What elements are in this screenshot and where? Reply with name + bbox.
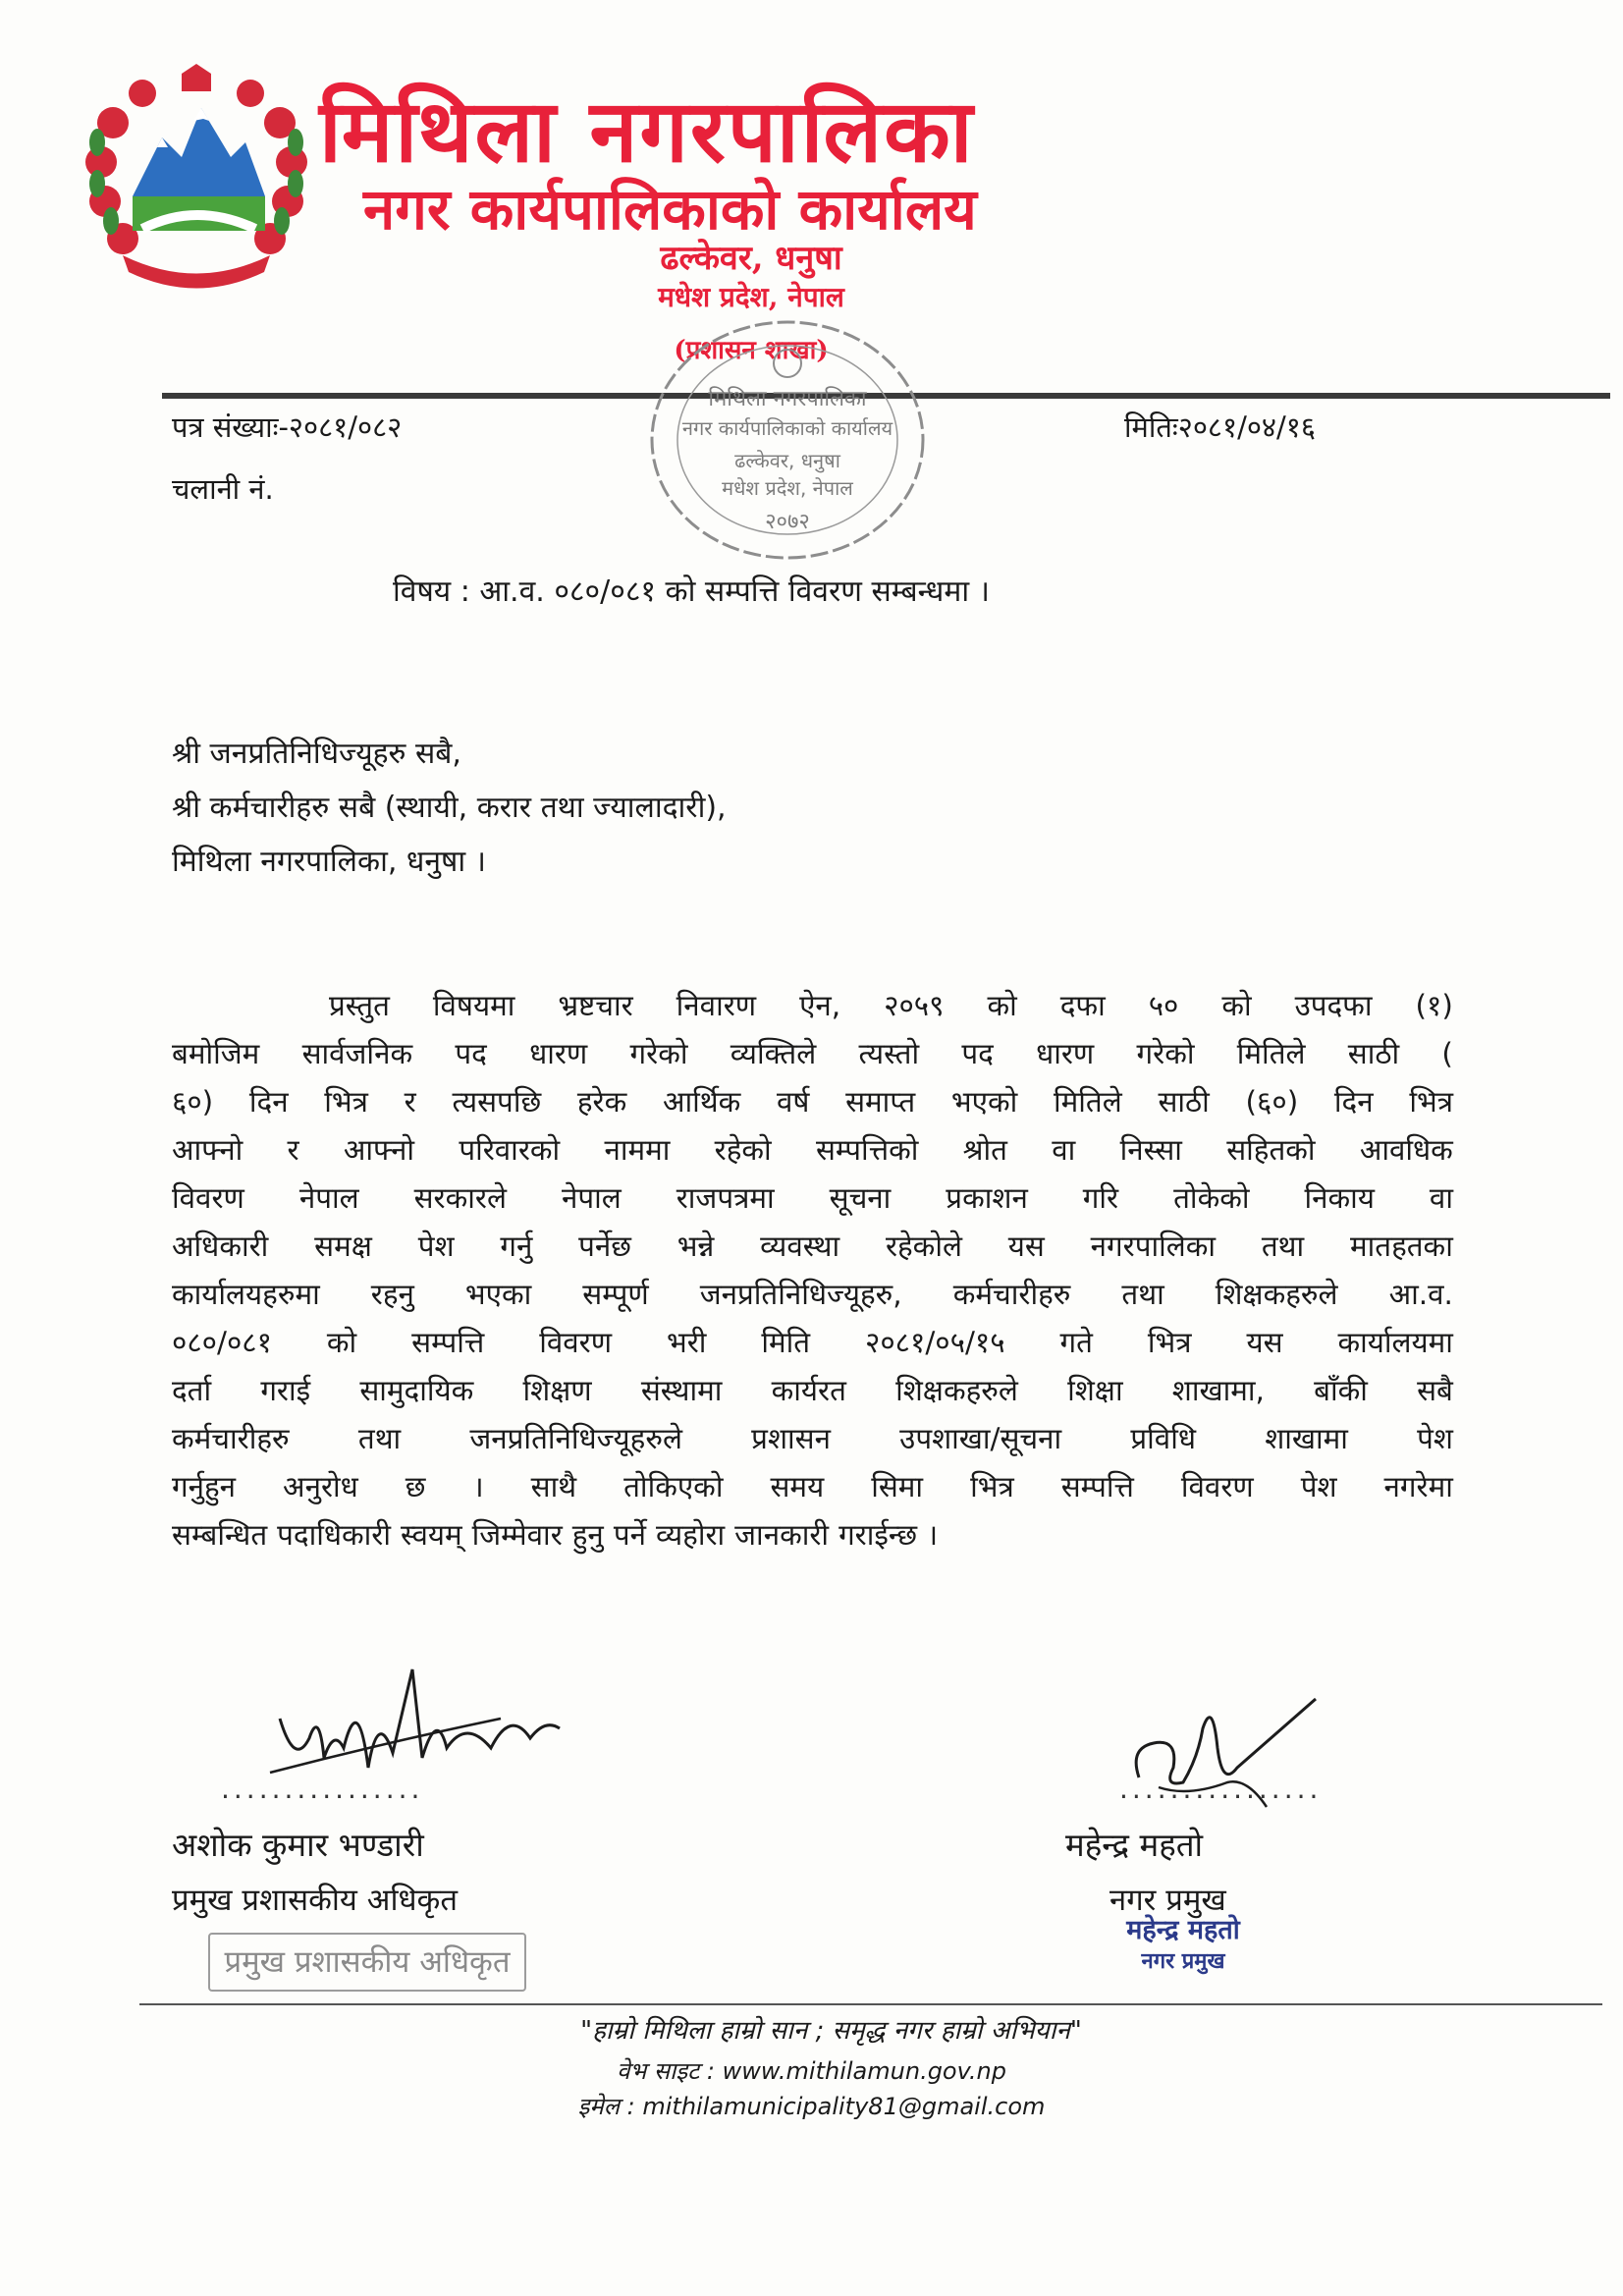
body-word: मितिले xyxy=(1236,1037,1306,1070)
footer-divider xyxy=(139,2003,1602,2005)
body-word: को xyxy=(326,1326,357,1359)
body-word: अनुरोध xyxy=(283,1470,358,1503)
body-word: २०५९ xyxy=(884,989,945,1022)
body-word: मातहतका xyxy=(1349,1230,1453,1263)
body-word: पदाधिकारी xyxy=(277,1518,392,1552)
body-word: गरेको xyxy=(1136,1037,1195,1070)
body-word: यस xyxy=(1246,1326,1283,1359)
body-word: सम्पत्ति xyxy=(411,1326,485,1359)
body-line xyxy=(172,1367,1453,1415)
body-word: को xyxy=(987,989,1017,1022)
body-word: सामुदायिक xyxy=(359,1374,474,1407)
body-word: शिक्षण xyxy=(522,1374,592,1407)
body-word: आ.व. xyxy=(1388,1278,1453,1311)
body-word: पद xyxy=(961,1037,994,1070)
footer-website: वेभ साइट : www.mithilamun.gov.np xyxy=(617,2057,1006,2085)
body-word: ५० xyxy=(1148,989,1179,1022)
body-word: दर्ता xyxy=(172,1374,212,1407)
body-word: उपदफा xyxy=(1294,989,1373,1022)
body-word: त्यस्तो xyxy=(858,1037,920,1070)
body-word: नाममा xyxy=(604,1133,671,1167)
body-word: शाखामा xyxy=(1265,1422,1348,1455)
body-word: सार्वजनिक xyxy=(301,1037,413,1070)
stamp-text-outer: मिथिला नगरपालिका xyxy=(708,387,867,411)
signature-line-left: ................ xyxy=(221,1773,424,1805)
body-word: ऐन, xyxy=(799,989,841,1022)
stamp-name: महेन्द्र महतो xyxy=(1126,1915,1240,1945)
body-word: नगरेमा xyxy=(1383,1470,1453,1503)
office-seal-stamp xyxy=(640,312,935,568)
body-word: ( xyxy=(1441,1037,1453,1070)
body-word: कार्यरत xyxy=(771,1374,846,1407)
body-word: भरी xyxy=(666,1326,707,1359)
body-word: बमोजिम xyxy=(172,1037,260,1070)
body-word: साठी xyxy=(1158,1085,1210,1119)
body-line xyxy=(172,1030,1453,1078)
stamp-text-inner-1: ढल्केवर, धनुषा xyxy=(734,449,840,472)
body-word: वा xyxy=(1052,1133,1076,1167)
stamp-designation: नगर प्रमुख xyxy=(1141,1949,1225,1974)
address-line-1: ढल्केवर, धनुषा xyxy=(660,239,842,278)
footer-email: इमेल : mithilamunicipality81@gmail.com xyxy=(577,2093,1046,2120)
body-word: सम्पत्तिको xyxy=(815,1133,919,1167)
body-word: जानकारी xyxy=(734,1518,830,1552)
body-word: नगरपालिका xyxy=(1090,1230,1217,1263)
body-word: निस्सा xyxy=(1119,1133,1182,1167)
body-word: जनप्रतिनिधिज्यूहरु, xyxy=(699,1278,902,1311)
body-word: (६०) xyxy=(1245,1085,1299,1119)
footer-slogan: "हाम्रो मिथिला हाम्रो सान ; समृद्ध नगर हाम्रो अभियान" xyxy=(580,2016,1082,2046)
right-signatory-designation: नगर प्रमुख xyxy=(1109,1883,1226,1918)
body-word: र xyxy=(287,1133,299,1167)
body-word: प्रस्तुत xyxy=(329,989,390,1022)
body-word: दफा xyxy=(1059,989,1106,1022)
body-word: समक्ष xyxy=(314,1230,372,1263)
nepal-government-emblem-icon xyxy=(83,64,309,295)
body-word: जिम्मेवार xyxy=(471,1518,563,1552)
body-word: सहितको xyxy=(1226,1133,1316,1167)
body-word: गराई xyxy=(260,1374,311,1407)
body-line xyxy=(172,1126,1453,1175)
body-word: समय xyxy=(770,1470,825,1503)
body-word: । xyxy=(927,1518,939,1552)
body-word: विवरण xyxy=(1180,1470,1254,1503)
body-word: परिवारको xyxy=(459,1133,561,1167)
office-title: नगर कार्यपालिकाको कार्यालय xyxy=(363,176,977,243)
body-word: भित्र xyxy=(1147,1326,1192,1359)
body-word: तोकिएको xyxy=(623,1470,724,1503)
body-word: रहेकोले xyxy=(885,1230,962,1263)
body-word: विषयमा xyxy=(432,989,515,1022)
body-word: । xyxy=(472,1470,484,1503)
body-word: शिक्षकहरुले xyxy=(895,1374,1018,1407)
branch-name: (प्रशासन शाखा) xyxy=(674,336,829,365)
body-word: २०८१/०५/१५ xyxy=(865,1326,1005,1359)
body-word: आर्थिक xyxy=(662,1085,741,1119)
body-word: प्रशासन xyxy=(751,1422,831,1455)
body-word: सूचना xyxy=(829,1181,892,1215)
body-word: निवारण xyxy=(676,989,757,1022)
address-line-2: मधेश प्रदेश, नेपाल xyxy=(658,281,844,313)
body-word: यस xyxy=(1007,1230,1045,1263)
body-word: तथा xyxy=(1121,1278,1164,1311)
body-line xyxy=(172,1223,1453,1271)
body-word: सम्बन्धित xyxy=(172,1518,268,1552)
body-word: विवरण xyxy=(172,1181,244,1215)
body-word: गर्नुहुन xyxy=(172,1470,237,1503)
body-word: भित्र xyxy=(1409,1085,1453,1119)
body-word: विवरण xyxy=(539,1326,613,1359)
body-word: व्यवस्था xyxy=(760,1230,840,1263)
body-word: अधिकारी xyxy=(172,1230,269,1263)
body-word: जनप्रतिनिधिज्यूहरुले xyxy=(469,1422,682,1455)
body-word: सिमा xyxy=(871,1470,924,1503)
body-word: प्रविधि xyxy=(1130,1422,1196,1455)
municipality-title: मिथिला नगरपालिका xyxy=(319,80,975,182)
body-word: प्रकाशन xyxy=(946,1181,1028,1215)
body-word: तथा xyxy=(1261,1230,1305,1263)
body-word: गर्नु xyxy=(500,1230,533,1263)
body-word: (१) xyxy=(1415,989,1453,1022)
body-word: पेश xyxy=(417,1230,455,1263)
body-word: पेश xyxy=(1417,1422,1453,1455)
body-word: गरेको xyxy=(629,1037,688,1070)
letter-body xyxy=(172,982,1453,1559)
left-signatory-name: अशोक कुमार भण्डारी xyxy=(172,1826,424,1864)
recipient-line: श्री जनप्रतिनिधिज्यूहरु सबै, xyxy=(172,737,461,771)
body-word: पद xyxy=(455,1037,487,1070)
body-word: मितिले xyxy=(1053,1085,1122,1119)
body-line xyxy=(172,1463,1453,1511)
dispatch-number: चलानी नं. xyxy=(172,472,274,506)
body-line xyxy=(172,1078,1453,1126)
recipient-line: श्री कर्मचारीहरु सबै (स्थायी, करार तथा ज्यालादारी), xyxy=(172,791,727,825)
body-word: ०८०/०८१ xyxy=(172,1326,272,1359)
body-word: स्वयम् xyxy=(401,1518,462,1552)
body-word: साथै xyxy=(530,1470,577,1503)
body-word: आफ्नो xyxy=(343,1133,415,1167)
body-word: समाप्त xyxy=(845,1085,916,1119)
body-word: कार्यालयहरुमा xyxy=(172,1278,320,1311)
body-word: आफ्नो xyxy=(172,1133,243,1167)
body-word: धारण xyxy=(1036,1037,1095,1070)
body-word: भएका xyxy=(464,1278,532,1311)
body-line xyxy=(172,1271,1453,1319)
stamp-text-inner-2: मधेश प्रदेश, नेपाल xyxy=(722,476,853,500)
body-line xyxy=(172,1415,1453,1463)
body-word: तोकेको xyxy=(1173,1181,1250,1215)
left-designation-stamp: प्रमुख प्रशासकीय अधिकृत xyxy=(208,1933,526,1992)
body-word: रहनु xyxy=(370,1278,414,1311)
body-word: कर्मचारीहरु xyxy=(172,1422,290,1455)
body-word: तथा xyxy=(357,1422,402,1455)
body-word: त्यसपछि xyxy=(452,1085,542,1119)
body-word: छ xyxy=(405,1470,426,1503)
body-word: धारण xyxy=(529,1037,588,1070)
body-word: सम्पत्ति xyxy=(1060,1470,1134,1503)
letter-subject: विषय : आ.व. ०८०/०८१ को सम्पत्ति विवरण सम्बन्धमा । xyxy=(393,574,990,609)
body-word: संस्थामा xyxy=(640,1374,723,1407)
body-word: शिक्षकहरुले xyxy=(1215,1278,1338,1311)
recipient-line: मिथिला नगरपालिका, धनुषा । xyxy=(172,845,487,879)
left-signatory-designation: प्रमुख प्रशासकीय अधिकृत xyxy=(172,1883,459,1918)
body-word: दिन xyxy=(248,1085,289,1119)
body-word: भएको xyxy=(950,1085,1018,1119)
signature-line-right: ................ xyxy=(1119,1773,1323,1805)
body-word: शिक्षा xyxy=(1067,1374,1123,1407)
body-word: भन्ने xyxy=(676,1230,715,1263)
body-word: पर्ने xyxy=(613,1518,646,1552)
body-word: सबै xyxy=(1417,1374,1453,1407)
body-line xyxy=(172,1175,1453,1223)
body-word: हुनु xyxy=(571,1518,604,1552)
body-word: कार्यालयमा xyxy=(1337,1326,1453,1359)
body-word: बाँकी xyxy=(1314,1374,1368,1407)
reference-number: पत्र संख्याः-२०८१/०८२ xyxy=(172,410,403,444)
body-word: सम्पूर्ण xyxy=(582,1278,649,1311)
body-word: साठी xyxy=(1347,1037,1400,1070)
right-signatory-name: महेन्द्र महतो xyxy=(1065,1826,1204,1864)
body-word: ६०) xyxy=(172,1085,214,1119)
body-word: गरि xyxy=(1082,1181,1119,1215)
body-word: वर्ष xyxy=(776,1085,810,1119)
letter-date: मितिः२०८१/०४/१६ xyxy=(1124,410,1316,444)
body-word: व्यहोरा xyxy=(655,1518,726,1552)
body-word: को xyxy=(1221,989,1252,1022)
body-word: भ्रष्टचार xyxy=(558,989,633,1022)
body-word: उपशाखा/सूचना xyxy=(899,1422,1062,1455)
body-word: सरकारले xyxy=(413,1181,507,1215)
body-word: भित्र xyxy=(970,1470,1014,1503)
body-word: कर्मचारीहरु xyxy=(952,1278,1071,1311)
body-word: नेपाल xyxy=(298,1181,359,1215)
body-word: वा xyxy=(1429,1181,1453,1215)
body-word: राजपत्रमा xyxy=(676,1181,775,1215)
body-line xyxy=(172,982,1453,1030)
stamp-text-mid: नगर कार्यपालिकाको कार्यालय xyxy=(681,416,893,440)
body-word: पर्नेछ xyxy=(578,1230,631,1263)
body-word: गते xyxy=(1059,1326,1093,1359)
body-word: रहेको xyxy=(714,1133,772,1167)
body-word: आवधिक xyxy=(1359,1133,1453,1167)
body-word: दिन xyxy=(1333,1085,1374,1119)
body-word: पेश xyxy=(1300,1470,1337,1503)
body-word: र xyxy=(404,1085,416,1119)
body-word: मिति xyxy=(761,1326,811,1359)
stamp-year: २०७२ xyxy=(765,510,810,534)
body-word: निकाय xyxy=(1304,1181,1375,1215)
body-line xyxy=(172,1511,1453,1559)
right-handwritten-signature xyxy=(1119,1689,1345,1827)
body-word: नेपाल xyxy=(561,1181,622,1215)
body-word: व्यक्तिले xyxy=(730,1037,817,1070)
body-line xyxy=(172,1319,1453,1367)
body-word: गराईन्छ xyxy=(839,1518,917,1552)
body-word: शाखामा, xyxy=(1171,1374,1265,1407)
right-name-stamp xyxy=(1100,1915,1267,1978)
body-word: भित्र xyxy=(324,1085,368,1119)
body-word: हरेक xyxy=(576,1085,627,1119)
body-word: श्रोत xyxy=(962,1133,1007,1167)
